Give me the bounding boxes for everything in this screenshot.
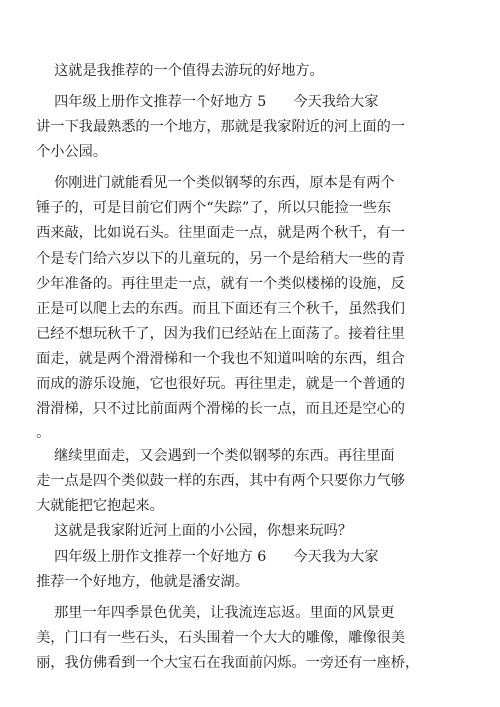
text-line: 个小公园。 (0, 144, 108, 160)
text-line: 那里一年四季景色优美，让我流连忘返。里面的风景更 (0, 605, 395, 621)
text-line: 滑滑梯，只不过比前面两个滑梯的长一点，而且还是空心的 (0, 401, 405, 417)
text-line: 美，门口有一些石头，石头围着一个大大的雕像，雕像很美 (0, 630, 405, 646)
text-line: 。 (0, 425, 51, 441)
text-line: 个是专门给六岁以下的儿童玩的，另一个是给稍大一些的青 (0, 251, 405, 267)
text-line: 推荐一个好地方，他就是潘安湖。 (0, 574, 249, 590)
text-line: 西来敲，比如说石头。往里面走一点，就是两个秋千，有一 (0, 225, 405, 241)
text-line: 讲一下我最熟悉的一个地方，那就是我家附近的河上面的一 (0, 119, 405, 135)
text-line: 正是可以爬上去的东西。而且下面还有三个秋千，虽然我们 (0, 301, 405, 317)
text-line: 四年级上册作文推荐一个好地方 6 今天我为大家 (0, 549, 379, 565)
text-line: 少年准备的。再往里走一点，就有一个类似楼梯的设施，反 (0, 276, 405, 292)
text-line: 你刚进门就能看见一个类似钢琴的东西，原本是有两个 (0, 175, 395, 191)
text-line: 面走，就是两个滑滑梯和一个我也不知道叫啥的东西，组合 (0, 351, 405, 367)
text-line: 大就能把它抱起来。 (0, 498, 164, 514)
text-line: 这就是我家附近河上面的小公园，你想来玩吗？ (0, 523, 353, 539)
text-line: 而成的游乐设施，它也很好玩。再往里走，就是一个普通的 (0, 376, 405, 392)
text-line: 继续里面走，又会遇到一个类似钢琴的东西。再往里面 (0, 448, 395, 464)
text-line: 丽，我仿佛看到一个大宝石在我面前闪烁。一旁还有一座桥， (0, 655, 420, 671)
text-line: 锤子的，可是目前它们两个“失踪”了，所以只能捡一些东 (0, 200, 392, 216)
text-line: 走一点是四个类似鼓一样的东西，其中有两个只要你力气够 (0, 473, 405, 489)
text-line: 四年级上册作文推荐一个好地方 5 今天我给大家 (0, 94, 379, 110)
text-line: 这就是我推荐的一个值得去游玩的好地方。 (0, 63, 324, 79)
text-line: 已经不想玩秋千了，因为我们已经站在上面荡了。接着往里 (0, 326, 405, 342)
